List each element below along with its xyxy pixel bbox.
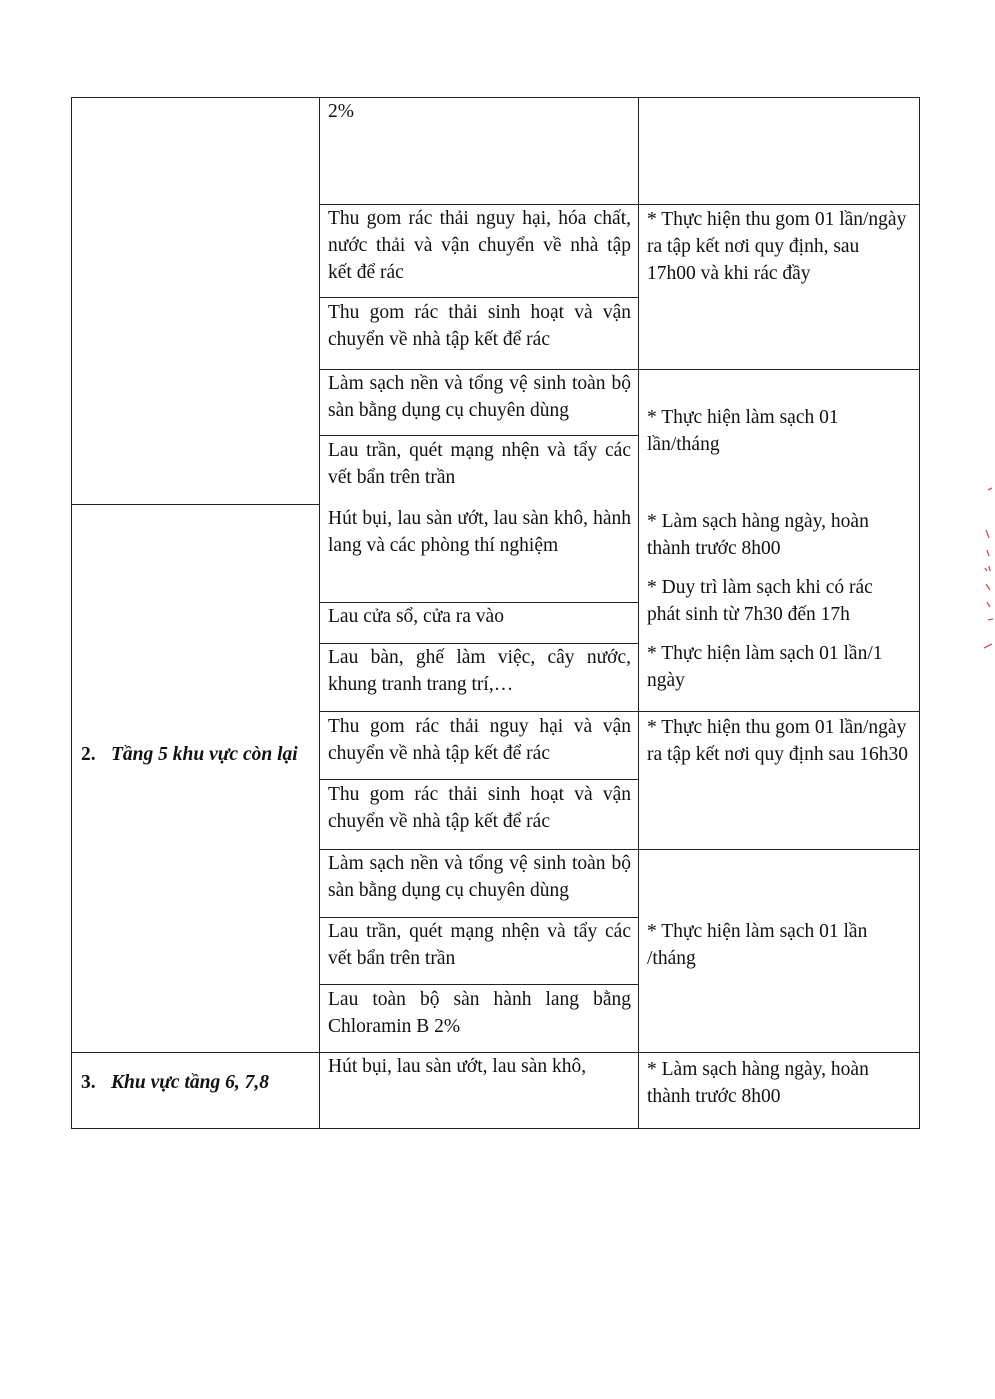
task-cell bbox=[321, 603, 639, 630]
schedule-text: * Làm sạch hàng ngày, hoàn thành trước 8h00 bbox=[647, 1059, 869, 1107]
task-cell bbox=[321, 299, 639, 353]
area-label: Tầng 5 khu vực còn lại bbox=[111, 744, 298, 765]
cleaning-schedule-table bbox=[71, 97, 920, 1129]
task-text: Lau trần, quét mạng nhện và tẩy các vết bẩn trên trần bbox=[328, 921, 631, 969]
task-text: Hút bụi, lau sàn ướt, lau sàn khô, bbox=[328, 1056, 587, 1077]
schedule-cell bbox=[639, 1056, 921, 1110]
task-cell bbox=[321, 505, 639, 559]
schedule-cell bbox=[639, 404, 921, 458]
task-cell bbox=[321, 370, 639, 424]
schedule-text: * Thực hiện thu gom 01 lần/ngày ra tập kết nơi quy định sau 16h30 bbox=[647, 717, 909, 765]
row-divider bbox=[320, 435, 638, 436]
task-text: Thu gom rác thải sinh hoạt và vận chuyển về nhà tập kết để rác bbox=[328, 784, 631, 832]
schedule-cell bbox=[639, 918, 921, 972]
task-text: Lau trần, quét mạng nhện và tẩy các vết bẩn trên trần bbox=[328, 440, 631, 488]
area-cell-floor5 bbox=[72, 741, 321, 768]
schedule-text: * Thực hiện làm sạch 01 lần/tháng bbox=[647, 407, 839, 455]
row-divider bbox=[638, 711, 920, 712]
schedule-text: * Thực hiện làm sạch 01 lần /tháng bbox=[647, 921, 868, 969]
task-text: 2% bbox=[328, 101, 354, 122]
schedule-text: * Duy trì làm sạch khi có rác phát sinh từ 7h30 đến 17h bbox=[647, 577, 873, 625]
area-number: 2. bbox=[81, 744, 96, 765]
row-divider bbox=[638, 849, 920, 850]
task-cell bbox=[321, 437, 639, 491]
stamp-edge-mark bbox=[980, 480, 995, 660]
task-text: Lau cửa sổ, cửa ra vào bbox=[328, 606, 504, 627]
schedule-text: * Thực hiện thu gom 01 lần/ngày ra tập kết nơi quy định, sau 17h00 và khi rác đầy bbox=[647, 209, 907, 284]
task-text: Hút bụi, lau sàn ướt, lau sàn khô, hành lang và các phòng thí nghiệm bbox=[328, 508, 631, 556]
schedule-cell bbox=[639, 508, 921, 694]
task-text: Lau bàn, ghế làm việc, cây nước, khung tranh trang trí,… bbox=[328, 647, 631, 695]
task-cell bbox=[321, 205, 639, 286]
row-divider bbox=[320, 984, 638, 985]
task-text: Thu gom rác thải nguy hại, hóa chất, nước thải và vận chuyển về nhà tập kết để rác bbox=[328, 208, 631, 283]
task-text: Làm sạch nền và tổng vệ sinh toàn bộ sàn bằng dụng cụ chuyên dùng bbox=[328, 853, 631, 901]
area-label: Khu vực tầng 6, 7,8 bbox=[111, 1072, 269, 1093]
schedule-text: * Làm sạch hàng ngày, hoàn thành trước 8h00 bbox=[647, 511, 869, 559]
task-cell bbox=[321, 713, 639, 767]
task-text: Thu gom rác thải sinh hoạt và vận chuyển về nhà tập kết để rác bbox=[328, 302, 631, 350]
task-text: Thu gom rác thải nguy hại và vận chuyển về nhà tập kết để rác bbox=[328, 716, 631, 764]
task-cell bbox=[321, 986, 639, 1040]
task-text: Lau toàn bộ sàn hành lang bằng Chloramin B 2% bbox=[328, 989, 631, 1037]
row-divider bbox=[72, 504, 320, 505]
area-number: 3. bbox=[81, 1072, 96, 1093]
task-cell bbox=[321, 98, 639, 125]
row-divider bbox=[320, 779, 638, 780]
row-divider bbox=[320, 297, 638, 298]
task-cell bbox=[321, 918, 639, 972]
schedule-cell bbox=[639, 714, 921, 768]
row-divider bbox=[638, 204, 920, 205]
column-divider-area bbox=[319, 98, 320, 1128]
task-cell bbox=[321, 850, 639, 904]
schedule-cell bbox=[639, 206, 921, 287]
row-divider bbox=[320, 711, 638, 712]
row-divider bbox=[638, 369, 920, 370]
task-cell bbox=[321, 1053, 639, 1080]
task-text: Làm sạch nền và tổng vệ sinh toàn bộ sàn bằng dụng cụ chuyên dùng bbox=[328, 373, 631, 421]
schedule-text: * Thực hiện làm sạch 01 lần/1 ngày bbox=[647, 643, 883, 691]
task-cell bbox=[321, 781, 639, 835]
task-cell bbox=[321, 644, 639, 698]
area-cell-floor678 bbox=[72, 1069, 321, 1096]
